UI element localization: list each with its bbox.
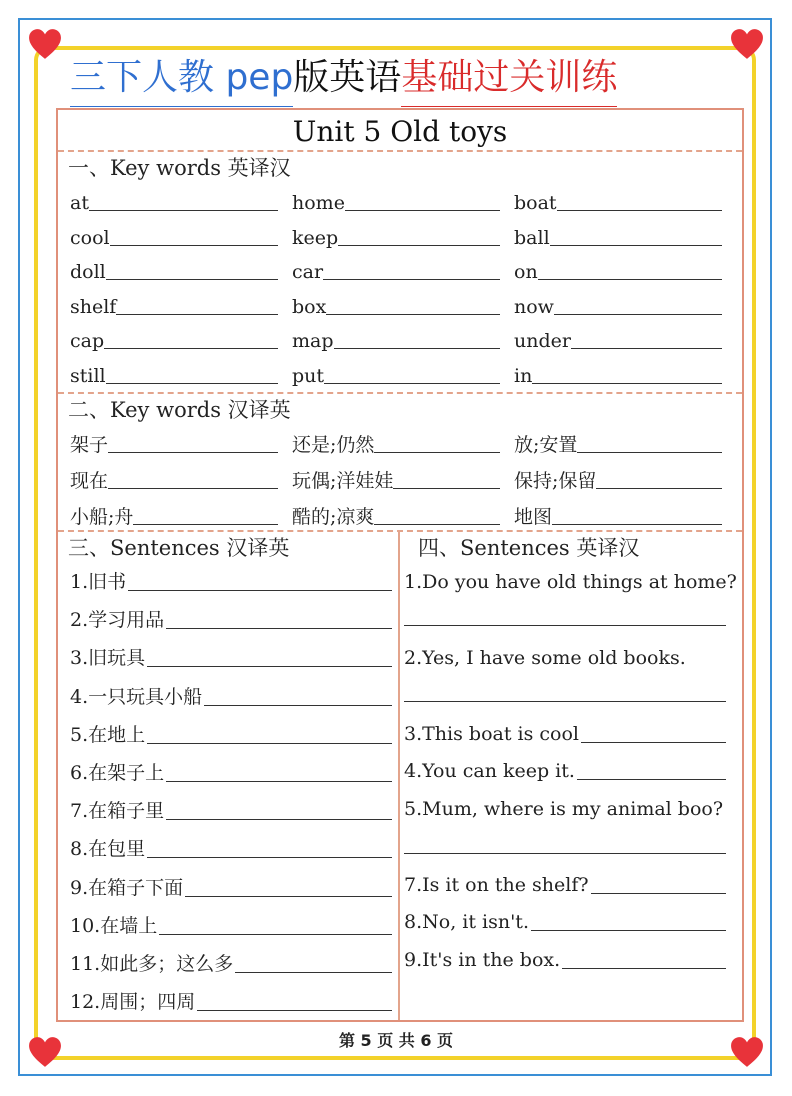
item-label: put: [292, 364, 325, 387]
item-label: 12.周围；四周: [70, 991, 196, 1014]
answer-blank[interactable]: [532, 382, 722, 384]
answer-line[interactable]: [404, 852, 726, 854]
vocab-item: [514, 294, 722, 320]
answer-blank[interactable]: [166, 818, 392, 820]
answer-blank[interactable]: [106, 382, 278, 384]
sentence-item: [70, 606, 392, 634]
item-label: 3.旧玩具: [70, 647, 146, 670]
sentence-item: [70, 988, 392, 1016]
answer-blank[interactable]: [110, 244, 278, 246]
answer-blank[interactable]: [89, 209, 278, 211]
item-label: doll: [70, 261, 106, 283]
sentence-item: [70, 568, 392, 596]
item-label: box: [292, 295, 327, 318]
sentence-item: [404, 757, 726, 785]
answer-blank[interactable]: [345, 209, 500, 211]
heart-icon: [730, 28, 764, 62]
vocab-item: [514, 328, 722, 354]
item-label: 9.It's in the box.: [404, 949, 561, 971]
sentence-item: [70, 759, 392, 787]
sentence-item: [70, 721, 392, 749]
item-label: home: [292, 192, 345, 214]
answer-blank[interactable]: [197, 1009, 392, 1011]
item-label: 1.旧书: [70, 571, 127, 593]
sentence-item: [404, 568, 737, 596]
item-label: on: [514, 261, 538, 283]
section2-heading: 二、Key words 汉译英: [68, 398, 291, 422]
vocab-item: [292, 225, 500, 251]
vocab-item: [292, 432, 500, 458]
answer-line[interactable]: [404, 624, 726, 626]
item-label: keep: [292, 226, 339, 249]
section1-heading: 一、Key words 英译汉: [68, 156, 291, 180]
section3-heading: 三、Sentences 汉译英: [68, 536, 290, 560]
item-label: 3.This boat is cool: [404, 723, 579, 745]
vocab-item: [292, 504, 500, 530]
answer-blank[interactable]: [326, 313, 500, 315]
answer-blank[interactable]: [374, 523, 500, 525]
item-label: under: [514, 330, 571, 352]
vocab-item: [70, 225, 278, 251]
answer-blank[interactable]: [581, 741, 726, 743]
vocab-item: [514, 190, 722, 216]
answer-blank[interactable]: [571, 347, 722, 349]
sentence-item: [404, 644, 726, 672]
item-label: 8.在包里: [70, 838, 146, 861]
answer-blank[interactable]: [147, 665, 392, 667]
item-label: 6.在架子上: [70, 762, 165, 784]
item-label: 现在: [70, 470, 109, 492]
vocab-item: [514, 432, 722, 458]
vocab-item: [292, 468, 500, 494]
item-label: 5.在地上: [70, 723, 146, 746]
vocab-item: [292, 259, 500, 285]
answer-blank[interactable]: [147, 856, 392, 858]
item-label: 架子: [70, 434, 109, 456]
item-label: cool: [70, 226, 110, 249]
answer-blank[interactable]: [104, 347, 278, 349]
answer-blank[interactable]: [596, 487, 722, 489]
item-label: 地图: [514, 506, 553, 528]
answer-blank[interactable]: [531, 929, 726, 931]
title-blue: 三下人教 pep: [70, 50, 293, 109]
item-label: 10.在墙上: [70, 914, 158, 937]
vocab-item: [70, 294, 278, 320]
vocab-item: [514, 363, 722, 389]
sentence-item: [404, 946, 726, 974]
answer-blank[interactable]: [393, 487, 500, 489]
sentence-item: [404, 908, 726, 936]
item-label: 还是;仍然: [292, 434, 375, 456]
vocab-item: [70, 259, 278, 285]
answer-blank[interactable]: [204, 704, 392, 706]
sentence-item: [70, 912, 392, 940]
sentence-item: [404, 795, 726, 823]
item-label: 5.Mum, where is my animal boo?: [404, 798, 724, 820]
answer-blank[interactable]: [166, 627, 392, 629]
page-title: [70, 50, 730, 106]
divider: [58, 150, 742, 152]
answer-blank[interactable]: [235, 971, 392, 973]
answer-blank[interactable]: [133, 523, 278, 525]
vocab-item: [70, 363, 278, 389]
title-black: 版英语: [293, 57, 402, 98]
item-label: 放;安置: [514, 434, 578, 456]
item-label: 7.在箱子里: [70, 800, 165, 823]
vocab-item: [514, 259, 722, 285]
answer-blank[interactable]: [562, 967, 726, 969]
divider: [58, 392, 742, 394]
answer-blank[interactable]: [577, 778, 726, 780]
vocab-item: [292, 328, 500, 354]
worksheet: [56, 108, 744, 1022]
item-label: 4.一只玩具小船: [70, 685, 203, 708]
sentence-item: [70, 644, 392, 672]
title-red: 基础过关训练: [401, 50, 617, 109]
answer-blank[interactable]: [128, 589, 392, 591]
answer-blank[interactable]: [374, 451, 500, 453]
vocab-item: [292, 294, 500, 320]
answer-blank[interactable]: [338, 244, 500, 246]
item-label: car: [292, 261, 324, 283]
divider: [58, 530, 742, 532]
column-divider: [398, 532, 400, 1020]
item-label: boat: [514, 192, 557, 214]
answer-blank[interactable]: [554, 313, 722, 315]
answer-blank[interactable]: [116, 313, 278, 315]
sentence-item: [70, 797, 392, 825]
item-label: 8.No, it isn't.: [404, 911, 529, 933]
item-label: 保持;保留: [514, 470, 597, 492]
answer-line[interactable]: [404, 700, 726, 702]
vocab-item: [70, 190, 278, 216]
unit-title: Unit 5 Old toys: [292, 115, 508, 148]
answer-blank[interactable]: [106, 278, 278, 280]
item-label: 2.学习用品: [70, 609, 165, 632]
sentence-item: [404, 720, 726, 748]
item-label: 玩偶;洋娃娃: [292, 470, 394, 492]
answer-blank[interactable]: [538, 278, 722, 280]
answer-blank[interactable]: [108, 451, 278, 453]
item-label: now: [514, 295, 554, 318]
answer-blank[interactable]: [185, 895, 392, 897]
item-label: 1.Do you have old things at home?: [404, 571, 737, 593]
item-label: 小船;舟: [70, 506, 134, 528]
sentence-item: [404, 871, 726, 899]
item-label: in: [514, 364, 533, 387]
sentence-item: [70, 835, 392, 863]
sentence-item: [70, 683, 392, 711]
vocab-item: [70, 504, 278, 530]
heart-icon: [28, 28, 62, 62]
item-label: cap: [70, 330, 105, 352]
answer-blank[interactable]: [324, 382, 500, 384]
vocab-item: [292, 190, 500, 216]
sentence-item: [70, 874, 392, 902]
answer-blank[interactable]: [334, 347, 500, 349]
item-label: 2.Yes, I have some old books.: [404, 647, 686, 669]
item-label: ball: [514, 226, 550, 249]
item-label: 9.在箱子下面: [70, 876, 184, 899]
vocab-item: [292, 363, 500, 389]
vocab-item: [514, 225, 722, 251]
answer-blank[interactable]: [550, 244, 722, 246]
vocab-item: [70, 468, 278, 494]
answer-blank[interactable]: [557, 209, 722, 211]
vocab-item: [70, 328, 278, 354]
item-label: 酷的;凉爽: [292, 506, 375, 528]
section4-heading: 四、Sentences 英译汉: [418, 536, 640, 560]
answer-blank[interactable]: [323, 278, 500, 280]
item-label: shelf: [70, 295, 117, 318]
item-label: 4.You can keep it.: [404, 760, 575, 782]
answer-blank[interactable]: [552, 523, 722, 525]
answer-blank[interactable]: [159, 933, 392, 935]
vocab-item: [70, 432, 278, 458]
item-label: 11.如此多；这么多: [70, 953, 234, 975]
item-label: map: [292, 330, 334, 352]
sentence-item: [70, 950, 392, 978]
answer-blank[interactable]: [591, 892, 726, 894]
answer-blank[interactable]: [577, 451, 722, 453]
answer-blank[interactable]: [108, 487, 278, 489]
item-label: at: [70, 192, 89, 214]
answer-blank[interactable]: [166, 780, 392, 782]
page-number: 第 5 页 共 6 页: [338, 1031, 454, 1050]
vocab-item: [514, 468, 722, 494]
item-label: 7.Is it on the shelf?: [404, 874, 589, 896]
answer-blank[interactable]: [147, 742, 392, 744]
item-label: still: [70, 364, 106, 387]
vocab-item: [514, 504, 722, 530]
